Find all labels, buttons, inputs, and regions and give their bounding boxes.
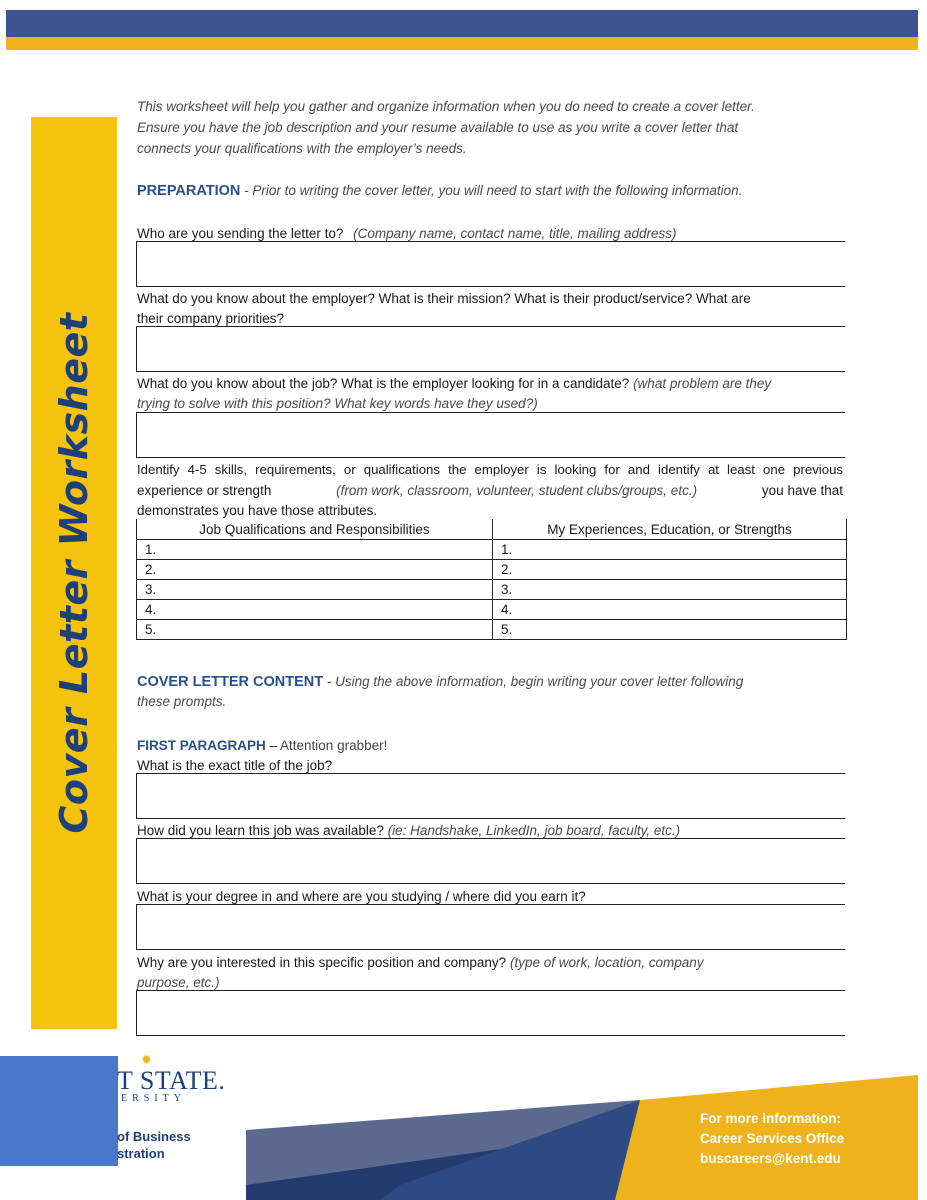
table-cell-experience[interactable]: 2.: [493, 560, 847, 580]
intro-line-3: connects your qualifications with the employer’s needs.: [137, 141, 467, 156]
preparation-instruction: Prior to writing the cover letter, you will need to start with the following information.: [252, 183, 743, 198]
table-cell-experience[interactable]: 1.: [493, 540, 847, 560]
question-interest-hint-1: (type of work, location, company: [509, 955, 704, 970]
footer-line-2: Career Services Office: [700, 1131, 845, 1146]
table-cell-qualification[interactable]: 2.: [137, 560, 493, 580]
question-skills-line-3: demonstrates you have those attributes.: [137, 503, 378, 518]
question-employer-line-1: What do you know about the employer? What is their mission? What is their product/service? What are: [137, 291, 751, 306]
question-job-line-1: [137, 374, 771, 393]
first-paragraph-sub: Attention grabber!: [280, 738, 388, 753]
content-section-dash: -: [323, 674, 336, 689]
table-cell-qualification[interactable]: 4.: [137, 600, 493, 620]
answer-box-employer[interactable]: [136, 326, 845, 372]
answer-box-job[interactable]: [136, 412, 845, 458]
question-skills-text-a: experience or strength: [137, 483, 272, 498]
question-skills-text-b: you have that: [761, 483, 843, 498]
intro-line-1: This worksheet will help you gather and organize information when you do need to create a cover letter.: [137, 99, 755, 114]
footer-email[interactable]: buscareers@kent.edu: [700, 1151, 841, 1166]
footer-line-1: For more information:: [700, 1111, 841, 1126]
content-section-heading: COVER LETTER CONTENT: [137, 674, 324, 690]
college-name: [117, 1128, 191, 1162]
preparation-dash: -: [240, 183, 253, 198]
first-paragraph-sep: –: [265, 738, 281, 753]
table-cell-experience[interactable]: 3.: [493, 580, 847, 600]
question-job-hint-1: (what problem are they: [633, 376, 772, 391]
table-header-experiences: My Experiences, Education, or Strengths: [493, 519, 847, 540]
preparation-heading: PREPARATION: [137, 183, 241, 199]
answer-box-interest[interactable]: [136, 990, 845, 1036]
table-cell-experience[interactable]: 4.: [493, 600, 847, 620]
question-skills-line-2: [137, 481, 843, 500]
question-interest-hint-2: purpose, etc.): [137, 975, 220, 990]
answer-box-recipient[interactable]: [136, 241, 845, 287]
college-name-line-2: stration: [117, 1146, 165, 1161]
qualifications-table: [136, 519, 847, 640]
question-job-source-hint: (ie: Handshake, LinkedIn, job board, faculty, etc.): [387, 823, 681, 838]
footer-contact: [700, 1109, 844, 1169]
question-recipient-text: Who are you sending the letter to?: [137, 226, 344, 241]
logo-overlay-block: [0, 1056, 118, 1166]
question-employer-line-2: their company priorities?: [137, 311, 285, 326]
preparation-line: [137, 181, 742, 201]
sun-icon: ✹: [141, 1052, 152, 1067]
top-banner-blue: [6, 10, 918, 37]
intro-line-2: Ensure you have the job description and your resume available to use as you write a cover letter that: [137, 120, 739, 135]
table-row: [137, 560, 847, 580]
question-job-title: What is the exact title of the job?: [137, 758, 333, 773]
college-name-line-1: of Business: [117, 1129, 191, 1144]
question-job-hint-2: trying to solve with this position? What key words have they used?): [137, 396, 538, 411]
table-cell-qualification[interactable]: 1.: [137, 540, 493, 560]
table-row: [137, 540, 847, 560]
answer-box-job-source[interactable]: [136, 838, 845, 884]
table-row: [137, 580, 847, 600]
question-recipient-hint: (Company name, contact name, title, mailing address): [353, 226, 677, 241]
first-paragraph-heading: FIRST PARAGRAPH: [137, 738, 266, 753]
side-title: Cover Letter Worksheet: [52, 312, 96, 834]
table-row: [137, 600, 847, 620]
answer-box-degree[interactable]: [136, 904, 845, 950]
question-skills-hint: (from work, classroom, volunteer, student clubs/groups, etc.): [336, 483, 698, 498]
content-section-instruction-1: Using the above information, begin writing your cover letter following: [335, 674, 744, 689]
question-skills-line-1: Identify 4-5 skills, requirements, or qualifications the employer is looking for and identify at least one previous: [137, 462, 843, 477]
university-logo-wordmark: T STATE.: [117, 1066, 226, 1095]
table-cell-qualification[interactable]: 5.: [137, 620, 493, 640]
table-header-qualifications: Job Qualifications and Responsibilities: [137, 519, 493, 540]
content-section-instruction-2: these prompts.: [137, 694, 227, 709]
question-job-source-text: How did you learn this job was available?: [137, 823, 384, 838]
answer-box-job-title[interactable]: [136, 773, 845, 819]
table-row: [137, 620, 847, 640]
question-interest-text: Why are you interested in this specific position and company?: [137, 955, 507, 970]
question-degree: What is your degree in and where are you studying / where did you earn it?: [137, 889, 586, 904]
table-cell-experience[interactable]: 5.: [493, 620, 847, 640]
question-interest-line-1: [137, 953, 704, 972]
table-cell-qualification[interactable]: 3.: [137, 580, 493, 600]
top-banner-gold: [6, 37, 918, 50]
question-job-text: What do you know about the job? What is the employer looking for in a candidate?: [137, 376, 630, 391]
first-paragraph-line: [137, 736, 387, 755]
content-section-line-1: [137, 672, 743, 692]
university-logo-subtext: ERSITY: [121, 1093, 186, 1104]
